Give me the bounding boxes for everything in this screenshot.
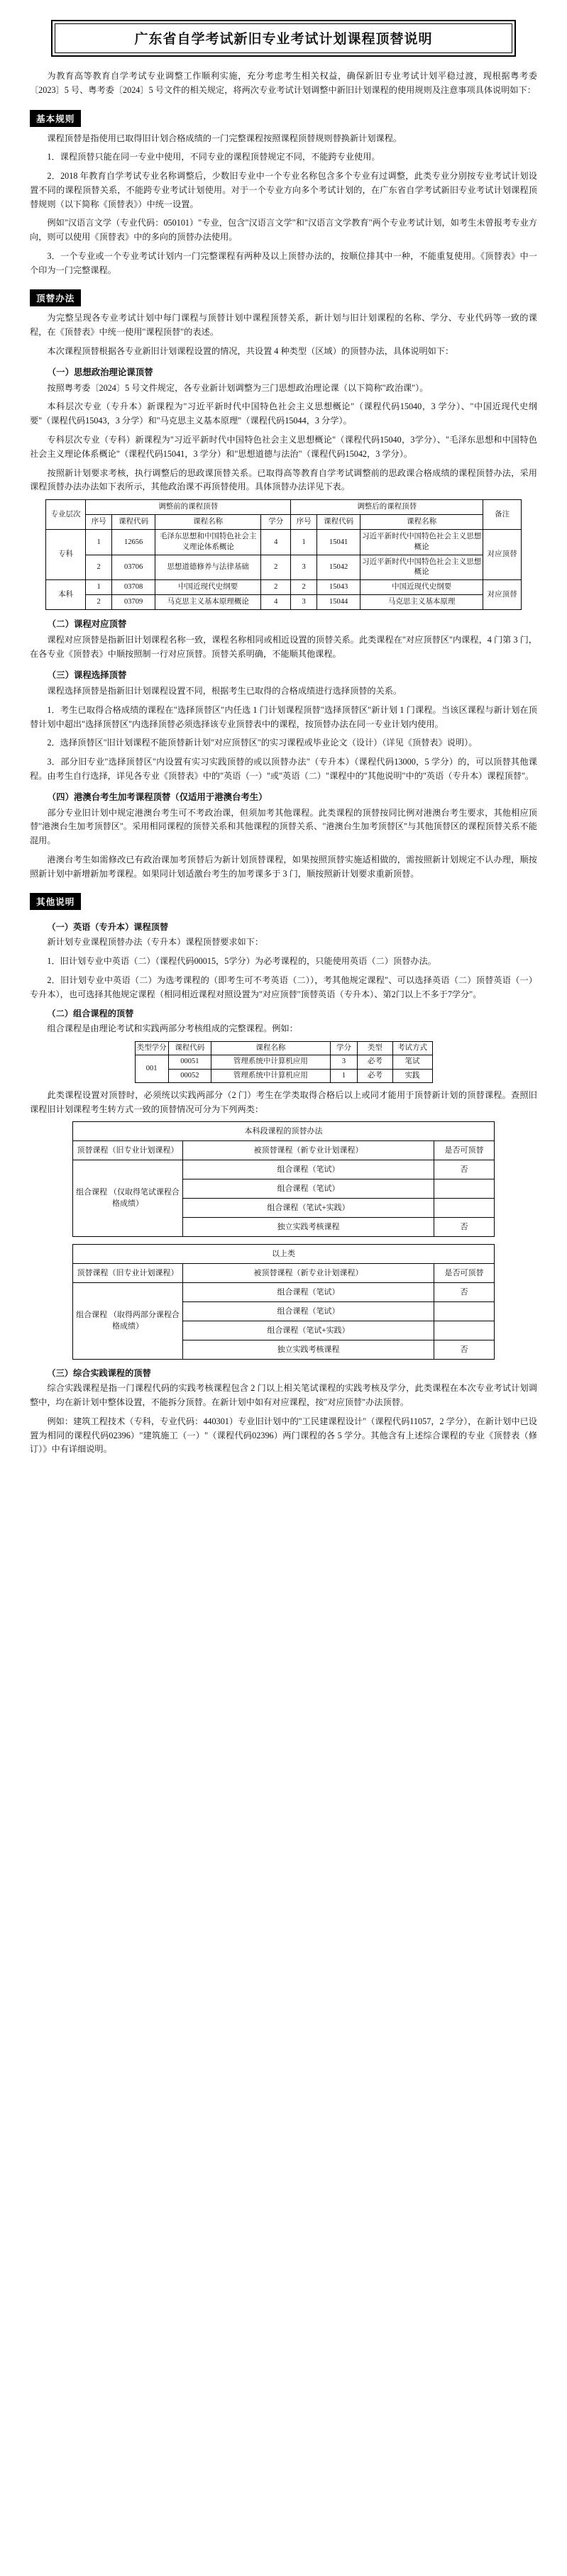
cell-new-no: 3 — [291, 555, 317, 579]
table-header-row — [73, 1141, 495, 1160]
table-row — [135, 1055, 432, 1069]
politics-course-table — [45, 499, 522, 610]
th-replacing-course: 顶替课程（旧专业计划课程） — [73, 1264, 183, 1283]
cell-remark: 对应顶替 — [483, 530, 522, 580]
cell-level: 本科 — [46, 580, 86, 610]
part1-para-0: 按照粤考委〔2024〕5 号文件规定，各专业新计划调整为三门思想政治理论课（以下简称"政治课"）。 — [47, 382, 429, 393]
cell-can-replace: 否 — [434, 1283, 495, 1302]
section-header-other-notes: 其他说明 — [30, 893, 81, 910]
cell-replaced-course: 组合课程（笔试+实践） — [183, 1321, 434, 1340]
part4-para-1: 港澳台考生如需修改已有政治课加考顶替后为新计划顶替课程，如果按照顶替实施适相做的，需按照新计划规定不认办理，顺按照新计划中新增新加考课程。如果同计划适激台考生的加考课多于 3 门，顺按照新计划要求重新顶替。 — [30, 854, 537, 879]
th-new-no: 序号 — [291, 515, 317, 530]
table-caption-row — [73, 1245, 495, 1264]
combo-example-table — [135, 1041, 433, 1083]
combo-table1-wrapper — [30, 1121, 537, 1237]
part1-para-1: 本科层次专业（专升本）新课程为"习近平新时代中国特色社会主义思想概论"（课程代码15040，3 学分）、"中国近现代史纲要"（课程代码15043，3 分学）和"马克思主义基本原理"（课程代码15044，3 分学）。 — [30, 401, 537, 426]
combo-table2-wrapper — [30, 1244, 537, 1360]
table-row — [73, 1283, 495, 1302]
cell-new-name: 马克思主义基本原理 — [360, 595, 483, 610]
cell-can-replace: 否 — [434, 1218, 495, 1237]
th-group-old: 调整前的课程顶替 — [86, 500, 291, 515]
th-credit: 学分 — [330, 1042, 357, 1055]
th-group-new: 调整后的课程顶替 — [291, 500, 483, 515]
methods-para-1: 本次课程顶替根据各专业新旧计划课程设置的情况，共设置 4 种类型（区域）的顶替办法，具体说明如下： — [47, 345, 454, 356]
cell-remark: 对应顶替 — [483, 580, 522, 610]
cell-replacing-course: 组合课程 （取得两部分课程合格成绩） — [73, 1283, 183, 1360]
practice-para-1: 例如：建筑工程技术（专科，专业代码：440301）专业旧计划中的"工民建课程设计"（课程代码11057，2 学分），在新计划中已设置为相同的课程代码02396）"建筑施工（一）"（课程代码02396）两门课程的各 5 学分。其他含有上述综合课程的专业《顶替表（修订）》中有详细说明。 — [30, 1416, 537, 1455]
cell-credit: 1 — [330, 1069, 357, 1082]
th-exam-mode: 考试方式 — [392, 1042, 432, 1055]
cell-new-name: 习近平新时代中国特色社会主义思想概论 — [360, 555, 483, 579]
cell-old-code: 03708 — [112, 580, 155, 595]
cell-new-code: 15043 — [317, 580, 360, 595]
practice-section-title: （三）综合实践课程的顶替 — [47, 1368, 151, 1379]
th-old-code: 课程代码 — [112, 515, 155, 530]
cell-old-name: 毛泽东思想和中国特色社会主义理论体系概论 — [155, 530, 261, 555]
english-para-1: 1．旧计划专业中英语（二）（课程代码00015，5学分）为必考课程的，只能使用英语（二）顶替办法。 — [47, 956, 436, 967]
cell-new-code: 15041 — [317, 530, 360, 555]
subsection-part3-title: （三）课程选择顶替 — [47, 670, 127, 680]
section-header-methods: 顶替办法 — [30, 289, 81, 306]
cell-replaced-course: 组合课程（笔试） — [183, 1302, 434, 1321]
cell-replaced-course: 独立实践考核课程 — [183, 1218, 434, 1237]
cell-old-name: 中国近现代史纲要 — [155, 580, 261, 595]
cell-replaced-course: 独立实践考核课程 — [183, 1340, 434, 1360]
combo-rule-table-1 — [72, 1121, 495, 1237]
cell-old-credit: 2 — [261, 580, 291, 595]
english-section-title: （一）英语（专升本）课程顶替 — [47, 922, 169, 933]
subsection-part4-title: （四）港澳台考生加考课程顶替（仅适用于港澳台考生） — [47, 792, 268, 802]
table-header-row — [73, 1264, 495, 1283]
cell-new-name: 中国近现代史纲要 — [360, 580, 483, 595]
table-row — [73, 1160, 495, 1179]
cell-old-credit: 4 — [261, 595, 291, 610]
table-group-header-row — [46, 500, 522, 515]
combo-rule-table-2 — [72, 1244, 495, 1360]
basic-rule-0: 课程顶替是指使用已取得旧计划合格成绩的一门完整课程按照课程顶替规则替换新计划课程。 — [47, 133, 402, 143]
section-header-basic-rules: 基本规则 — [30, 110, 81, 127]
cell-old-code: 03709 — [112, 595, 155, 610]
th-can-replace: 是否可顶替 — [434, 1264, 495, 1283]
cell-can-replace — [434, 1321, 495, 1340]
th-new-name: 课程名称 — [360, 515, 483, 530]
th-can-replace: 是否可顶替 — [434, 1141, 495, 1160]
cell-new-no: 1 — [291, 530, 317, 555]
cell-can-replace: 否 — [434, 1340, 495, 1360]
part1-para-3: 按照新计划要求考核，执行调整后的思政课顶替关系。已取得高等教育自学考试调整前的思政课合格成绩的课程顶替办法，采用课程顶替办法办法如下表所示，其他政治课不再顶替使用。具体顶替办法详见下表。 — [30, 467, 537, 492]
th-new-code: 课程代码 — [317, 515, 360, 530]
combo-para-0: 组合课程是由理论考试和实践两部分考核组成的完整课程。例如： — [47, 1023, 298, 1034]
th-type: 类型 — [358, 1042, 392, 1055]
cell-course-name: 管理系统中计算机应用 — [211, 1055, 330, 1069]
th-course-name: 课程名称 — [211, 1042, 330, 1055]
part3-para-1: 1．考生已取得合格成绩的课程在"选择顶替区"内任选 1 门计划课程顶替"选择顶替区"新计划 1 门课程。当该区课程与新计划在顶替计划中超出"选择顶替区"内选择顶替必须选择该专业顶替表中的课程，按顶替办法在同一专业计划内使用。 — [30, 704, 537, 729]
th-replacing-course: 顶替课程（旧专业计划课程） — [73, 1141, 183, 1160]
subsection-part2-title: （二）课程对应顶替 — [47, 619, 127, 630]
th-replaced-course: 被顶替课程（新专业计划课程） — [183, 1264, 434, 1283]
th-course-code: 课程代码 — [168, 1042, 211, 1055]
cell-old-code: 12656 — [112, 530, 155, 555]
cell-exam-mode: 实践 — [392, 1069, 432, 1082]
th-type-credit: 类型学分 — [135, 1042, 168, 1055]
cell-old-name: 马克思主义基本原理概论 — [155, 595, 261, 610]
cell-no: 2 — [86, 555, 112, 579]
table-header-row — [135, 1042, 432, 1055]
english-para-0: 新计划专业课程顶替办法（专升本）课程顶替要求如下： — [47, 937, 264, 948]
cell-new-no: 3 — [291, 595, 317, 610]
th-replaced-course: 被顶替课程（新专业计划课程） — [183, 1141, 434, 1160]
cell-no: 2 — [86, 595, 112, 610]
basic-rule-4: 3．一个专业或一个专业考试计划内一门完整课程有两种及以上顶替办法的，按顺位排其中一种，不能重复使用。《顶替表》中一个印为一门完整课程。 — [30, 250, 537, 275]
combo-table2-caption: 以上类 — [73, 1245, 495, 1264]
cell-old-credit: 4 — [261, 530, 291, 555]
cell-new-no: 2 — [291, 580, 317, 595]
cell-replacing-course: 组合课程 （仅取得笔试课程合格成绩） — [73, 1160, 183, 1237]
practice-para-0: 综合实践课程是指一门课程代码的实践考核课程包含 2 门以上相关笔试课程的实践考核及学分，此类课程在本次专业考试计划调整中，均在新计划中整体设置，不能拆分顶替。在新计划中如有对应课程，按"对应顶替"办法顶替。 — [30, 1383, 537, 1408]
table-row — [46, 580, 522, 595]
methods-para-0: 为完整呈现各专业考试计划中每门课程与顶替计划中课程顶替关系，新计划与旧计划课程的名称、学分、专业代码等一致的课程，在《顶替表》中统一使用"课程顶替"的表述。 — [30, 313, 537, 338]
basic-rule-2: 2．2018 年教育自学考试专业名称调整后，少数旧专业中一个专业名称包含多个专业有过调整，此类专业分别按专业考试计划设置不同的课程顶替关系，不能跨专业考试计划使用。对于一个专业方向多个考试计划的，在广东省自学考试新旧专业考试计划课程顶替规则（以下简称《顶替表》）中统一设置。 — [30, 171, 537, 209]
part2-para-0: 课程对应顶替是指新旧计划课程名称一致，课程名称相同或相近设置的顶替关系。此类课程在"对应顶替区"内课程，4 门第 3 门，在各专业《顶替表》中顺按照制一行对应顶替。顶替关系明确，不能顺其他课程。 — [30, 635, 537, 660]
part3-para-3: 3．部分旧专业"选择顶替区"内设置有实习实践顶替的或以顶替办法"（专升本）（课程代码13000，5 学分）的，可以顶替其他课程。由考生自行选择，详见各专业《顶替表》中的"英语（一）"或"英语（二）"课程中的"其他说明"中的"英语（专升本）课程顶替"。 — [30, 757, 537, 781]
basic-rule-1: 1．课程顶替只能在同一专业中使用，不同专业的课程顶替规定不同，不能跨专业使用。 — [47, 152, 380, 162]
th-level: 专业层次 — [46, 500, 86, 530]
part3-para-0: 课程选择顶替是指新旧计划课程设置不同，根据考生已取得的合格成绩进行选择顶替的关系。 — [47, 685, 402, 696]
cell-level: 专科 — [46, 530, 86, 580]
table-header-row — [46, 515, 522, 530]
cell-type-credit: 001 — [135, 1055, 168, 1082]
cell-course-code: 00051 — [168, 1055, 211, 1069]
cell-new-code: 15042 — [317, 555, 360, 579]
politics-table-wrapper — [30, 499, 537, 610]
table-row — [135, 1069, 432, 1082]
cell-old-name: 思想道德修养与法律基础 — [155, 555, 261, 579]
subsection-part1-title: （一）思想政治理论课顶替 — [47, 367, 153, 377]
cell-no: 1 — [86, 530, 112, 555]
cell-course-name: 管理系统中计算机应用 — [211, 1069, 330, 1082]
cell-new-name: 习近平新时代中国特色社会主义思想概论 — [360, 530, 483, 555]
cell-type: 必考 — [358, 1055, 392, 1069]
basic-rule-3: 例如"汉语言文学（专业代码：050101）"专业，包含"汉语言文学"和"汉语言文学教育"两个专业考试计划，如考生未曾报考专业方向，则可以使用《顶替表》中的多向的顶替办法使用。 — [30, 218, 537, 243]
cell-new-code: 15044 — [317, 595, 360, 610]
cell-type: 必考 — [358, 1069, 392, 1082]
cell-can-replace: 否 — [434, 1160, 495, 1179]
cell-old-code: 03706 — [112, 555, 155, 579]
cell-credit: 3 — [330, 1055, 357, 1069]
part1-para-2: 专科层次专业（专科）新课程为"习近平新时代中国特色社会主义思想概论"（课程代码15040，3学分）、"毛泽东思想和中国特色社会主义理论体系概论"（课程代码15041，3 学分）和"思想道德与法治"（课程代码15042，3 学分）。 — [30, 435, 537, 459]
th-old-credit: 学分 — [261, 515, 291, 530]
english-para-2: 2．旧计划专业中英语（二）为选考课程的（即考生可不考英语（二）），考其他规定课程"、可以选择英语（二）顶替英语（一）专升本），也可选择其他规定课程（相同相近课程对照设置为"对应顶替"顶替英语（专升本）、第2门以上不多于7学分"。 — [30, 975, 537, 999]
th-remark: 备注 — [483, 500, 522, 530]
combo-table1-caption: 本科段课程的顶替办法 — [73, 1122, 495, 1141]
table-row — [46, 555, 522, 579]
th-no: 序号 — [86, 515, 112, 530]
cell-replaced-course: 组合课程（笔试） — [183, 1160, 434, 1179]
page-title-box — [51, 20, 516, 57]
part4-para-0: 部分专业旧计划中规定港澳台考生可不考政治课，但须加考其他课程。此类课程的顶替按同比例对港澳台考生要求，其他相应顶替"港澳台生加考顶替区"。采用相同课程的顶替关系和其他课程的顶替关系、"港澳台生加考顶替区"与其他顶替区的课程顶替关系不能混用。 — [30, 807, 537, 846]
page-title: 广东省自学考试新旧专业考试计划课程顶替说明 — [55, 23, 512, 53]
cell-replaced-course: 组合课程（笔试+实践） — [183, 1199, 434, 1218]
table-caption-row — [73, 1122, 495, 1141]
cell-can-replace — [434, 1199, 495, 1218]
cell-can-replace — [434, 1302, 495, 1321]
cell-replaced-course: 组合课程（笔试） — [183, 1283, 434, 1302]
cell-exam-mode: 笔试 — [392, 1055, 432, 1069]
combo-para-after: 此类课程设置对顶替时，必须统以实践两部分（2 门）考生在学类取得合格后以上或同才能用于顶替新计划的顶替课程。查照旧课程旧计划课程考生转方式一致的顶替情况可分为下列两类： — [30, 1089, 537, 1114]
combo-section-title: （二）组合课程的顶替 — [47, 1009, 134, 1019]
cell-replaced-course: 组合课程（笔试） — [183, 1179, 434, 1199]
part3-para-2: 2．选择顶替区"旧计划课程不能顶替新计划"对应顶替区"的实习课程或毕业论文（设计）（详见《顶替表》说明）。 — [47, 738, 478, 748]
intro-paragraph: 为教育高等教育自学考试专业调整工作顺利实施，充分考虑考生相关权益，确保新旧专业考试计划平稳过渡，现根据粤考委〔2023〕5 号、粤考委〔2024〕5 号文件的相关规定，将两次专业考试计划调整中新旧计划课程的使用规则及注意事项具体说明如下： — [30, 71, 537, 95]
table-row — [46, 530, 522, 555]
table-row — [46, 595, 522, 610]
cell-no: 1 — [86, 580, 112, 595]
th-old-name: 课程名称 — [155, 515, 261, 530]
cell-course-code: 00052 — [168, 1069, 211, 1082]
cell-old-credit: 2 — [261, 555, 291, 579]
cell-can-replace — [434, 1179, 495, 1199]
